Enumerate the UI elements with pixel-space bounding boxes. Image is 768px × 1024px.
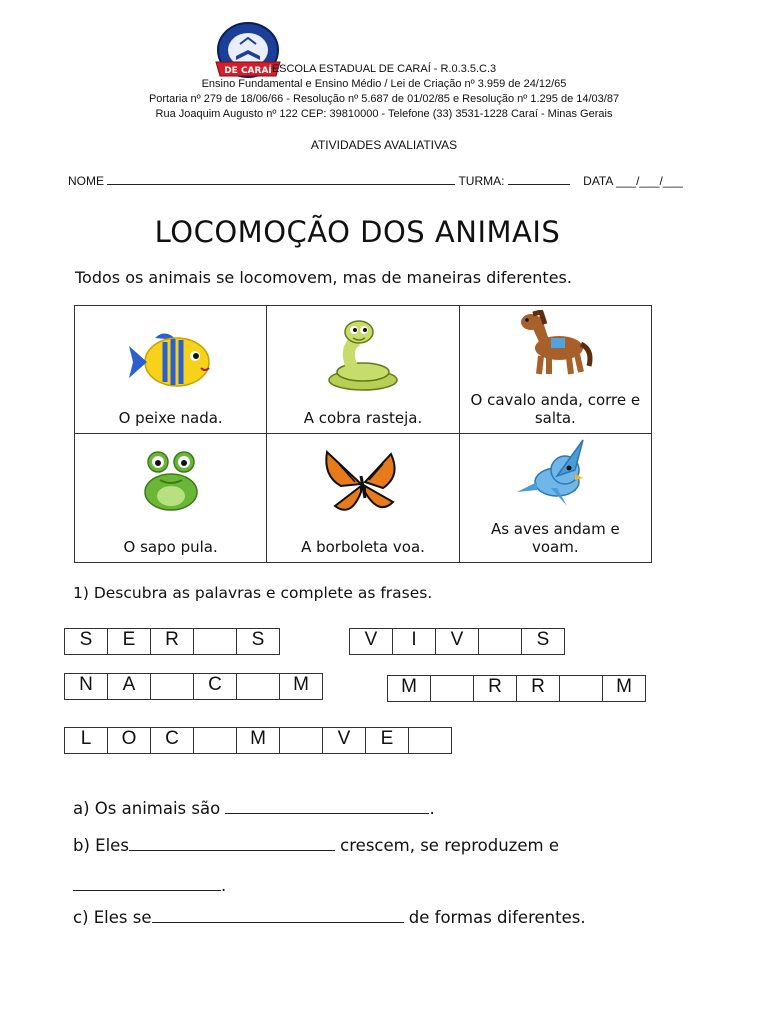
- letter-box[interactable]: V: [322, 727, 366, 754]
- sentence-b-continued: [73, 876, 226, 895]
- letter-box[interactable]: E: [365, 727, 409, 754]
- date-field[interactable]: ___/___/___: [616, 174, 683, 188]
- sentence-b-blank-1[interactable]: [129, 836, 335, 851]
- resolution-line: Portaria nº 279 de 18/06/66 - Resolução nº 5.687 de 01/02/85 e Resolução nº 1.295 de 14/03/87: [148, 93, 620, 105]
- letter-box[interactable]: S: [64, 628, 108, 655]
- letter-box[interactable]: [236, 673, 280, 700]
- letter-box[interactable]: S: [236, 628, 280, 655]
- letter-box[interactable]: O: [107, 727, 151, 754]
- animal-grid: [74, 305, 652, 563]
- letter-box[interactable]: R: [150, 628, 194, 655]
- animal-caption: O sapo pula.: [123, 538, 218, 556]
- letter-box[interactable]: M: [279, 673, 323, 700]
- letter-box[interactable]: [150, 673, 194, 700]
- letter-box[interactable]: M: [236, 727, 280, 754]
- school-line: ESCOLA ESTADUAL DE CARAÍ - R.0.3.5.C.3: [271, 63, 497, 75]
- animal-cell-horse: [459, 306, 651, 434]
- letter-box[interactable]: [408, 727, 452, 754]
- word-puzzle-locomovem: [64, 727, 452, 754]
- word-puzzle-nascem: [64, 673, 323, 700]
- animal-caption: A borboleta voa.: [301, 538, 425, 556]
- snake-icon: [323, 318, 403, 398]
- animal-caption: As aves andam e voam.: [490, 520, 620, 556]
- sentence-b: [73, 836, 559, 855]
- class-field[interactable]: [508, 172, 570, 185]
- question-1: 1) Descubra as palavras e complete as frases.: [73, 584, 433, 602]
- name-line: [68, 172, 683, 188]
- word-puzzle-vivos: [349, 628, 565, 655]
- letter-box[interactable]: I: [392, 628, 436, 655]
- intro-text: Todos os animais se locomovem, mas de maneiras diferentes.: [75, 268, 572, 287]
- letter-box[interactable]: V: [435, 628, 479, 655]
- letter-box[interactable]: [193, 727, 237, 754]
- sentence-c-end: de formas diferentes.: [408, 908, 586, 927]
- letter-box[interactable]: M: [387, 675, 431, 702]
- sentence-b-start: b) Eles: [73, 836, 129, 855]
- sentence-c-blank[interactable]: [152, 908, 404, 923]
- class-label: TURMA:: [458, 174, 505, 188]
- animal-cell-snake: [267, 306, 459, 434]
- letter-box[interactable]: S: [521, 628, 565, 655]
- letter-box[interactable]: L: [64, 727, 108, 754]
- creation-law-line: Ensino Fundamental e Ensino Médio / Lei de Criação nº 3.959 de 24/12/65: [201, 78, 567, 90]
- sentence-a-end: .: [429, 799, 435, 818]
- letter-box[interactable]: N: [64, 673, 108, 700]
- date-label: DATA: [583, 174, 613, 188]
- animal-cell-fish: [75, 306, 267, 434]
- letter-box[interactable]: [430, 675, 474, 702]
- letter-box[interactable]: A: [107, 673, 151, 700]
- letter-box[interactable]: [279, 727, 323, 754]
- name-label: NOME: [68, 174, 104, 188]
- letter-box[interactable]: C: [150, 727, 194, 754]
- animal-caption: O peixe nada.: [118, 409, 223, 427]
- sentence-b-blank-2[interactable]: [73, 876, 221, 891]
- animal-cell-frog: [75, 434, 267, 563]
- bird-icon: [513, 436, 597, 516]
- letter-box[interactable]: M: [602, 675, 646, 702]
- letter-box[interactable]: [478, 628, 522, 655]
- letter-box[interactable]: E: [107, 628, 151, 655]
- letter-box[interactable]: [193, 628, 237, 655]
- animal-cell-bird: [459, 434, 651, 563]
- animal-caption: O cavalo anda, corre e salta.: [470, 391, 641, 427]
- activity-label: ATIVIDADES AVALIATIVAS: [310, 138, 458, 152]
- sentence-c-start: c) Eles se: [73, 908, 152, 927]
- animal-cell-butterfly: [267, 434, 459, 563]
- sentence-a-start: a) Os animais são: [73, 799, 221, 818]
- word-puzzle-seres: [64, 628, 280, 655]
- frog-icon: [138, 448, 204, 518]
- animal-caption: A cobra rasteja.: [303, 409, 423, 427]
- letter-box[interactable]: R: [473, 675, 517, 702]
- logo-text-bottom: DE CARAÍ: [224, 66, 272, 76]
- butterfly-icon: [321, 446, 405, 524]
- name-field[interactable]: [107, 172, 455, 185]
- sentence-a: [73, 799, 435, 818]
- letter-box[interactable]: C: [193, 673, 237, 700]
- fish-icon: [125, 328, 217, 396]
- sentence-b-end: .: [221, 876, 227, 895]
- sentence-c: [73, 908, 586, 927]
- letter-box[interactable]: R: [516, 675, 560, 702]
- horse-icon: [515, 310, 595, 384]
- sentence-a-blank[interactable]: [225, 799, 429, 814]
- word-puzzle-morrem: [387, 675, 646, 702]
- page-title: LOCOMOÇÃO DOS ANIMAIS: [154, 215, 561, 249]
- letter-box[interactable]: V: [349, 628, 393, 655]
- sentence-b-mid: crescem, se reproduzem e: [340, 836, 559, 855]
- letter-box[interactable]: [559, 675, 603, 702]
- address-line: Rua Joaquim Augusto nº 122 CEP: 39810000 - Telefone (33) 3531-1228 Caraí - Minas Gerais: [155, 108, 613, 120]
